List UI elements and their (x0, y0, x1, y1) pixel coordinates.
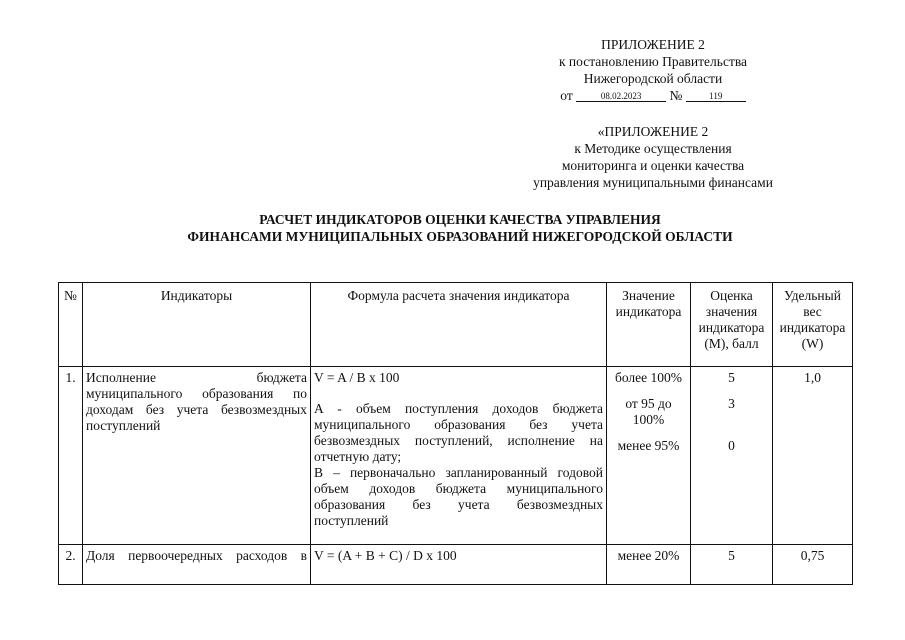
score-item: 5 (728, 370, 735, 385)
methodology-subtitle-line: управления муниципальными финансами (533, 175, 773, 190)
table-row (59, 545, 853, 585)
header-num: № (59, 283, 83, 367)
appendix-header (548, 36, 758, 104)
header-formula: Формула расчета значения индикатора (311, 283, 607, 367)
header-indicator: Индикаторы (83, 283, 311, 367)
date-prefix: от (560, 88, 573, 103)
date-value: 08.02.2023 (576, 91, 666, 102)
value-item: менее 95% (617, 438, 680, 453)
header-score: Оценка значения индикатора (M), балл (691, 283, 773, 367)
methodology-title: «ПРИЛОЖЕНИЕ 2 (597, 124, 709, 139)
row-num: 2. (59, 545, 83, 585)
appendix-subtitle-line: к постановлению Правительства (558, 54, 748, 69)
row-values (607, 367, 691, 545)
row-scores (691, 367, 773, 545)
appendix-date-line (560, 87, 746, 104)
number-value: 119 (686, 91, 746, 102)
table-row (59, 367, 853, 545)
value-item: более 100% (614, 370, 683, 385)
document-title (60, 211, 860, 245)
row-indicator: Доля первоочередных расходов в (83, 545, 311, 585)
number-prefix: № (669, 88, 683, 103)
methodology-header (508, 123, 798, 191)
row-num: 1. (59, 367, 83, 545)
score-item: 5 (728, 548, 735, 563)
indicators-table (58, 282, 853, 585)
methodology-subtitle-line: мониторинга и оценки качества (561, 158, 745, 173)
formula-variable-a: A - объем поступления доходов бюджета муниципального образования без учета безвозмездных поступлений, исполнение на отчетную дату; (314, 401, 603, 464)
score-item: 3 (728, 396, 735, 411)
header-weight: Удельный вес индикатора (W) (773, 283, 853, 367)
appendix-title: ПРИЛОЖЕНИЕ 2 (601, 37, 705, 52)
header-value: Значение индикатора (607, 283, 691, 367)
row-scores (691, 545, 773, 585)
formula-main: V = (A + B + C) / D x 100 (314, 548, 457, 563)
methodology-subtitle-line: к Методике осуществления (574, 141, 732, 156)
row-formula (311, 545, 607, 585)
value-item: от 95 до 100% (625, 396, 672, 427)
document-title-line: ФИНАНСАМИ МУНИЦИПАЛЬНЫХ ОБРАЗОВАНИЙ НИЖЕГОРОДСКОЙ ОБЛАСТИ (187, 229, 733, 244)
row-formula (311, 367, 607, 545)
formula-main: V = A / B x 100 (314, 370, 400, 385)
row-values (607, 545, 691, 585)
row-weight: 1,0 (773, 367, 853, 545)
score-item: 0 (728, 438, 735, 453)
formula-variable-b: B – первоначально запланированный годовой объем доходов бюджета муниципального образования без учета безвозмездных поступлений (314, 465, 603, 528)
appendix-subtitle-line: Нижегородской области (583, 71, 723, 86)
value-item: менее 20% (617, 548, 680, 563)
table-header-row (59, 283, 853, 367)
row-indicator: Исполнение бюджета муниципального образования по доходам без учета безвозмездных поступлений (83, 367, 311, 545)
document-title-line: РАСЧЕТ ИНДИКАТОРОВ ОЦЕНКИ КАЧЕСТВА УПРАВЛЕНИЯ (259, 212, 661, 227)
row-weight: 0,75 (773, 545, 853, 585)
